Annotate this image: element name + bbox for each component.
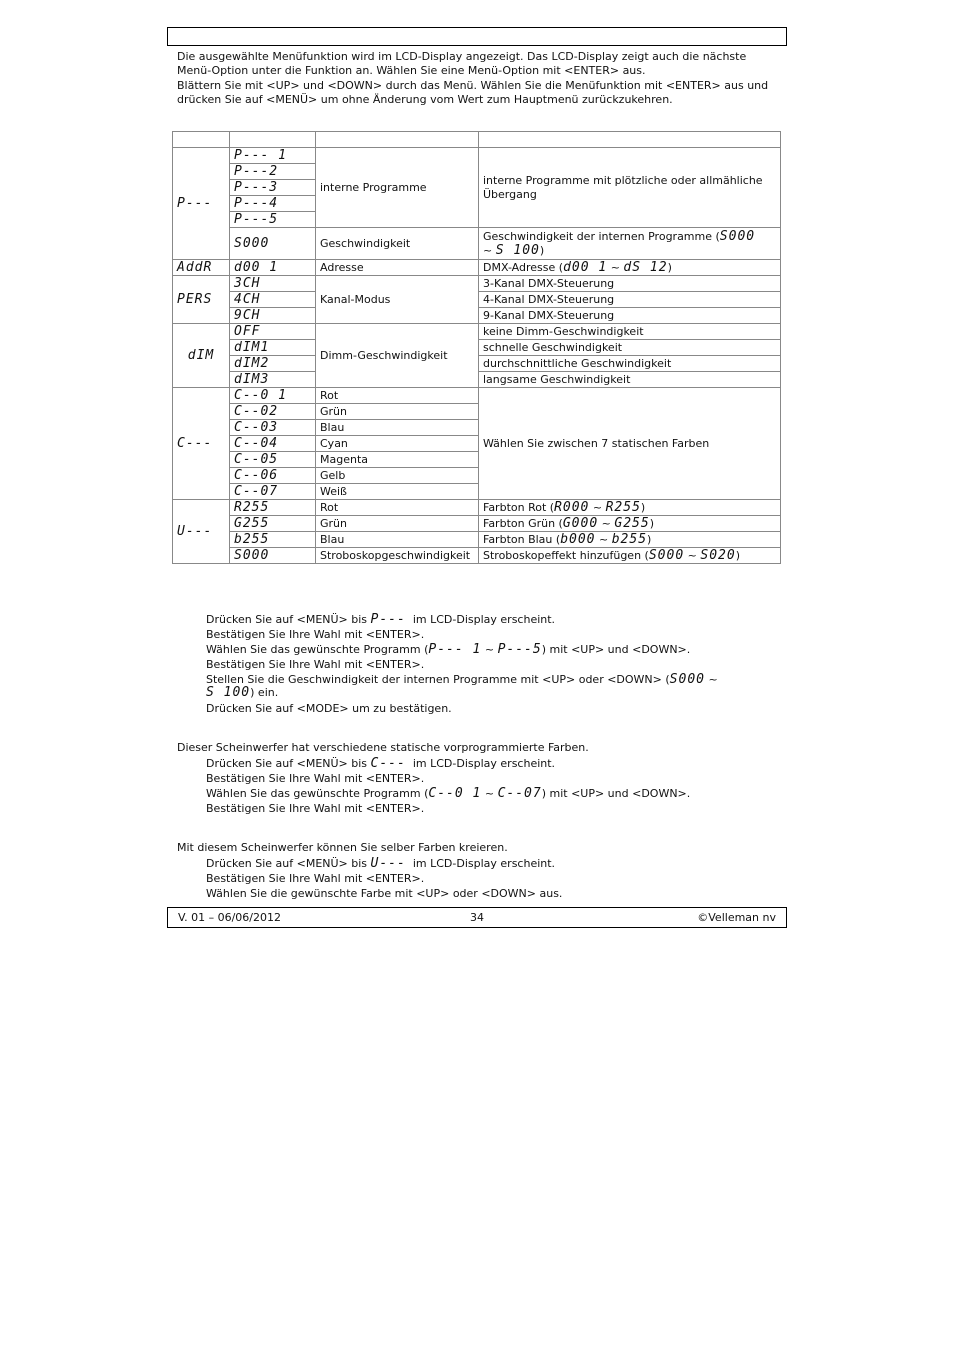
description-cell: 4-Kanal DMX-Steuerung <box>479 292 781 308</box>
description-cell: Farbton Rot (R000 ~ R255) <box>479 500 781 516</box>
function-cell: Stroboskopgeschwindigkeit <box>316 548 479 564</box>
function-cell: Cyan <box>316 436 479 452</box>
function-cell: interne Programme <box>316 148 479 228</box>
table-row <box>173 388 781 404</box>
table-row <box>173 228 781 260</box>
step: Stellen Sie die Geschwindigkeit der internen Programme mit <UP> oder <DOWN> (S000 ~ S 100) ein. <box>206 672 718 700</box>
lcd-sub-code: C--02 <box>230 404 316 420</box>
intro-paragraph-1: Die ausgewählte Menüfunktion wird im LCD-Display angezeigt. Das LCD-Display zeigt auch die nächste Menü-Option unter die Funktion an. Wählen Sie eine Menü-Option mit <ENTER> aus. <box>177 50 747 77</box>
lcd-main-code: PERS <box>173 276 230 324</box>
table-row <box>173 516 781 532</box>
step: Drücken Sie auf <MENÜ> bis P--- im LCD-Display erscheint. <box>206 612 556 627</box>
description-cell: Stroboskopeffekt hinzufügen (S000 ~ S020) <box>479 548 781 564</box>
step: Wählen Sie das gewünschte Programm (C--0 1 ~ C--07) mit <UP> und <DOWN>. <box>206 786 691 801</box>
table-row <box>173 500 781 516</box>
page-footer <box>167 907 787 928</box>
description-cell: 9-Kanal DMX-Steuerung <box>479 308 781 324</box>
function-cell: Geschwindigkeit <box>316 228 479 260</box>
function-cell: Kanal-Modus <box>316 276 479 324</box>
program-steps <box>206 612 766 716</box>
table-row <box>173 532 781 548</box>
function-cell: Grün <box>316 404 479 420</box>
lcd-main-code: U--- <box>173 500 230 564</box>
description-cell: DMX-Adresse (d00 1 ~ dS 12) <box>479 260 781 276</box>
lcd-sub-code: P---2 <box>230 164 316 180</box>
user-color-steps <box>206 856 766 901</box>
function-cell: Blau <box>316 420 479 436</box>
function-cell: Weiß <box>316 484 479 500</box>
header-cell <box>173 132 230 148</box>
description-cell: keine Dimm-Geschwindigkeit <box>479 324 781 340</box>
function-cell: Rot <box>316 388 479 404</box>
table-row <box>173 324 781 340</box>
lcd-sub-code: 9CH <box>230 308 316 324</box>
lcd-sub-code: G255 <box>230 516 316 532</box>
function-cell: Grün <box>316 516 479 532</box>
lcd-sub-code: R255 <box>230 500 316 516</box>
header-cell <box>230 132 316 148</box>
step: Drücken Sie auf <MODE> um zu bestätigen. <box>206 702 452 715</box>
lcd-sub-code: C--0 1 <box>230 388 316 404</box>
function-cell: Magenta <box>316 452 479 468</box>
table-header-row <box>173 132 781 148</box>
description-cell: Farbton Blau (b000 ~ b255) <box>479 532 781 548</box>
lcd-sub-code: dIM2 <box>230 356 316 372</box>
lcd-main-code: P--- <box>173 148 230 260</box>
page-number: 34 <box>470 911 484 924</box>
function-cell: Blau <box>316 532 479 548</box>
lcd-sub-code: S000 <box>230 228 316 260</box>
step: Drücken Sie auf <MENÜ> bis U--- im LCD-Display erscheint. <box>206 856 556 871</box>
step: Bestätigen Sie Ihre Wahl mit <ENTER>. <box>206 802 425 815</box>
color-steps <box>206 756 766 816</box>
lcd-sub-code: C--04 <box>230 436 316 452</box>
lcd-sub-code: P---4 <box>230 196 316 212</box>
description-cell: 3-Kanal DMX-Steuerung <box>479 276 781 292</box>
function-cell: Dimm-Geschwindigkeit <box>316 324 479 388</box>
lcd-main-code: AddR <box>173 260 230 276</box>
static-colors-intro: Dieser Scheinwerfer hat verschiedene statische vorprogrammierte Farben. <box>177 741 589 754</box>
user-colors-intro: Mit diesem Scheinwerfer können Sie selber Farben kreieren. <box>177 841 508 854</box>
header-box <box>167 27 787 46</box>
function-cell: Adresse <box>316 260 479 276</box>
lcd-sub-code: OFF <box>230 324 316 340</box>
function-cell: Rot <box>316 500 479 516</box>
lcd-sub-code: C--06 <box>230 468 316 484</box>
lcd-sub-code: C--07 <box>230 484 316 500</box>
lcd-sub-code: P--- 1 <box>230 148 316 164</box>
step: Bestätigen Sie Ihre Wahl mit <ENTER>. <box>206 872 425 885</box>
step: Bestätigen Sie Ihre Wahl mit <ENTER>. <box>206 658 425 671</box>
lcd-sub-code: S000 <box>230 548 316 564</box>
table-row <box>173 276 781 292</box>
description-cell: interne Programme mit plötzliche oder allmähliche Übergang <box>479 148 781 228</box>
step: Bestätigen Sie Ihre Wahl mit <ENTER>. <box>206 628 425 641</box>
description-cell: langsame Geschwindigkeit <box>479 372 781 388</box>
description-cell: Farbton Grün (G000 ~ G255) <box>479 516 781 532</box>
lcd-sub-code: C--05 <box>230 452 316 468</box>
description-cell: Wählen Sie zwischen 7 statischen Farben <box>479 388 781 500</box>
intro-paragraph-2: Blättern Sie mit <UP> und <DOWN> durch das Menü. Wählen Sie die Menüfunktion mit <ENTER> aus und drücken Sie auf <MENÜ> um ohne Änderung vom Wert zum Hauptmenü zurückzukehren. <box>177 79 769 106</box>
lcd-main-code: dIM <box>173 324 230 388</box>
lcd-sub-code: P---3 <box>230 180 316 196</box>
step: Wählen Sie das gewünschte Programm (P--- 1 ~ P---5) mit <UP> und <DOWN>. <box>206 642 691 657</box>
lcd-sub-code: C--03 <box>230 420 316 436</box>
copyright: ©Velleman nv <box>697 911 776 924</box>
header-cell <box>479 132 781 148</box>
lcd-sub-code: dIM1 <box>230 340 316 356</box>
description-cell: durchschnittliche Geschwindigkeit <box>479 356 781 372</box>
lcd-sub-code: b255 <box>230 532 316 548</box>
description-cell: Geschwindigkeit der internen Programme (S000 ~ S 100) <box>479 228 781 260</box>
step: Bestätigen Sie Ihre Wahl mit <ENTER>. <box>206 772 425 785</box>
description-cell: schnelle Geschwindigkeit <box>479 340 781 356</box>
step: Drücken Sie auf <MENÜ> bis C--- im LCD-Display erscheint. <box>206 756 556 771</box>
step: Wählen Sie die gewünschte Farbe mit <UP> oder <DOWN> aus. <box>206 887 563 900</box>
lcd-sub-code: P---5 <box>230 212 316 228</box>
header-cell <box>316 132 479 148</box>
version-date: V. 01 – 06/06/2012 <box>178 911 281 924</box>
lcd-sub-code: dIM3 <box>230 372 316 388</box>
function-cell: Gelb <box>316 468 479 484</box>
menu-table <box>172 131 781 564</box>
lcd-sub-code: 3CH <box>230 276 316 292</box>
lcd-main-code: C--- <box>173 388 230 500</box>
lcd-sub-code: 4CH <box>230 292 316 308</box>
table-row <box>173 148 781 164</box>
table-row <box>173 548 781 564</box>
lcd-sub-code: d00 1 <box>230 260 316 276</box>
table-row <box>173 260 781 276</box>
